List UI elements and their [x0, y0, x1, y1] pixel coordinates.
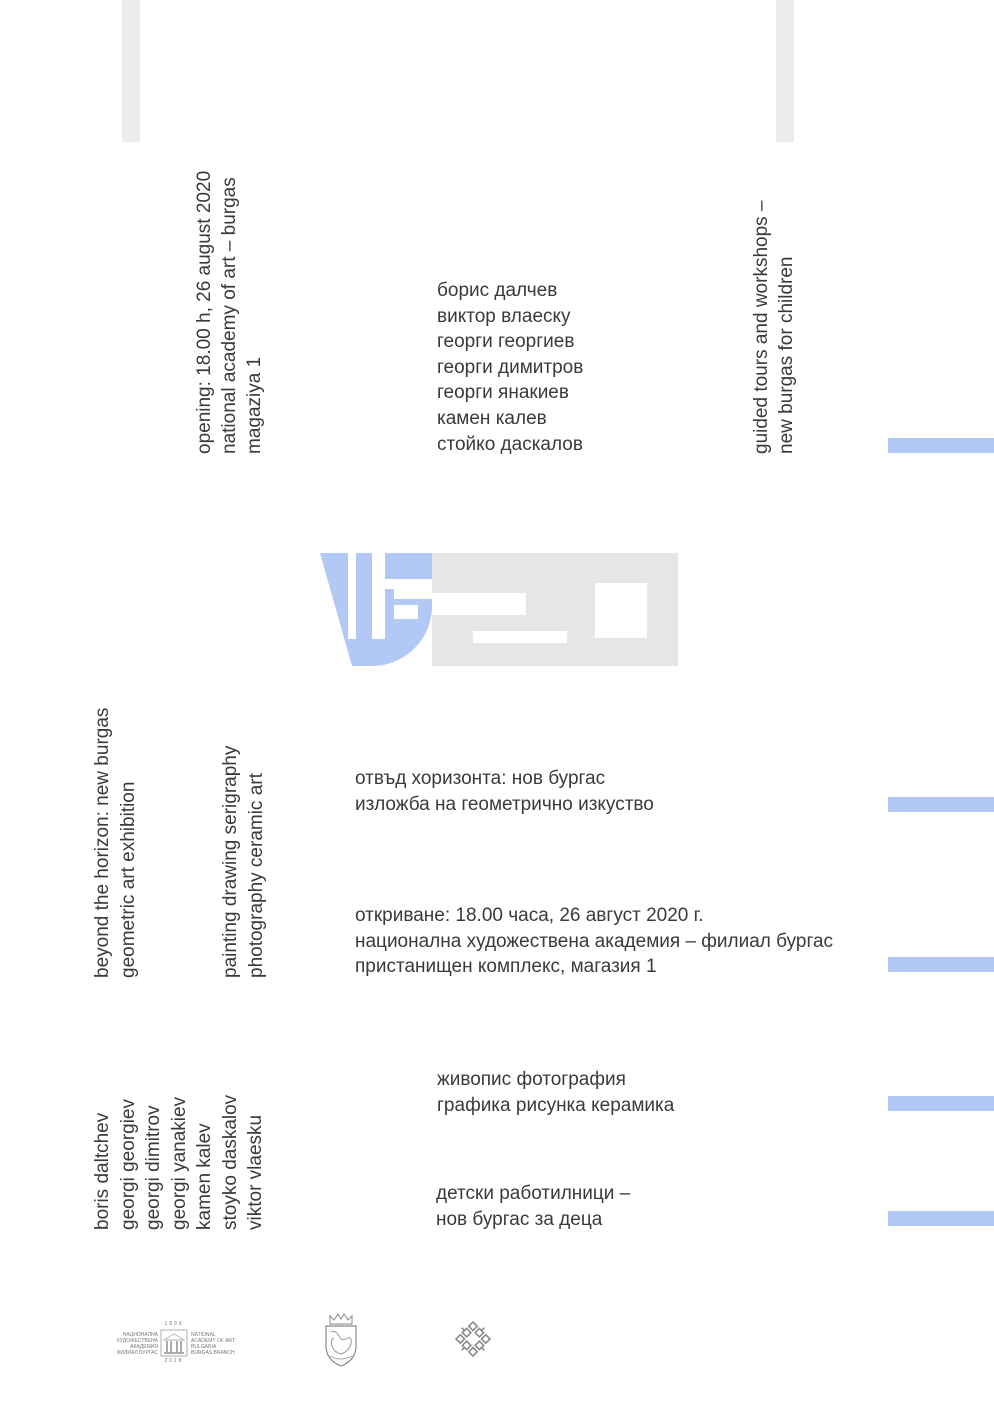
workshops-bg-line-2: нов бургас за деца [436, 1208, 603, 1230]
opening-bg-line-2: национална художествена академия – филиал бургас [355, 930, 834, 952]
artist-bg-3: георги георгиев [437, 331, 575, 353]
guided-tours-line-1: guided tours and workshops – [751, 200, 772, 454]
guided-tours-en [749, 201, 799, 455]
logo-0-shape [567, 553, 678, 666]
title-en-line-1: beyond the horizon: new burgas [92, 707, 113, 978]
workshops-bg [436, 1181, 630, 1232]
title-bg-line-2: изложба на геометрично изкуство [355, 793, 654, 815]
media-bg-line-2: графика рисунка керамика [437, 1094, 675, 1116]
opening-en-line-3: magaziya 1 [244, 356, 265, 454]
opening-bg-line-3: пристанищен комплекс, магазия 1 [355, 956, 657, 978]
blue-bar-4 [888, 1096, 994, 1111]
artist-en-1: boris daltchev [92, 1112, 113, 1230]
logo-2-shape [432, 553, 567, 666]
burgas-crest-icon [322, 1312, 360, 1368]
artist-bg-4: георги димитров [437, 356, 584, 378]
opening-en-line-1: opening: 18.00 h, 26 august 2020 [194, 170, 215, 454]
artist-en-5: kamen kalev [194, 1123, 215, 1230]
artist-en-2: georgi georgiev [117, 1099, 139, 1230]
media-en [218, 746, 270, 978]
blue-bar-3 [888, 957, 994, 972]
media-bg-line-1: живопис фотография [437, 1069, 626, 1090]
academy-years-bottom: 2018 [164, 1358, 184, 1364]
title-bg-line-1: отвъд хоризонта: нов бургас [355, 768, 606, 789]
top-right-strip [776, 0, 794, 142]
artist-en-7: viktor vlaesku [245, 1114, 266, 1230]
guided-tours-line-2: new burgas for children [776, 256, 797, 454]
b20-logo-icon [320, 553, 678, 668]
artist-bg-6: камен калев [437, 407, 547, 429]
blue-bar-2 [888, 797, 994, 812]
title-en [90, 708, 142, 978]
artist-en-3: georgi dimitrov [143, 1105, 164, 1230]
artist-en-6: stoyko daskalov [219, 1094, 241, 1230]
geometric-pattern-icon [452, 1318, 494, 1360]
opening-bg [355, 903, 833, 980]
artists-bg [437, 278, 583, 457]
workshops-bg-line-1: детски работилници – [436, 1183, 631, 1204]
artist-bg-2: виктор влаеску [437, 305, 571, 327]
media-en-line-1: painting drawing serigraphy [220, 745, 241, 978]
artists-en [90, 1095, 269, 1230]
title-bg [355, 766, 654, 817]
blue-bar-1 [888, 438, 994, 453]
artist-bg-1: борис далчев [437, 280, 558, 301]
title-en-line-2: geometric art exhibition [118, 781, 139, 978]
opening-bg-line-1: откриване: 18.00 часа, 26 август 2020 г. [355, 905, 704, 926]
academy-en-text: NATIONAL ACADEMY OF ART BULGARIA BURGAS BRANCH [191, 1332, 235, 1356]
academy-years-top: 1896 [164, 1321, 184, 1327]
academy-building-icon [160, 1328, 188, 1358]
artist-en-4: georgi yanakiev [168, 1096, 190, 1230]
top-left-strip [122, 0, 140, 142]
academy-bg-text: НАЦИОНАЛНА ХУДОЖЕСТВЕНА АКАДЕМИЯ ФИЛИАЛ БУРГАС [116, 1332, 158, 1356]
opening-en-line-2: national academy of art – burgas [219, 177, 240, 454]
media-en-line-2: photography ceramic art [246, 773, 267, 978]
blue-bar-5 [888, 1211, 994, 1226]
opening-en [192, 171, 267, 454]
artist-bg-7: стойко даскалов [437, 433, 583, 455]
media-bg [437, 1067, 674, 1118]
artist-bg-5: георги янакиев [437, 382, 569, 404]
